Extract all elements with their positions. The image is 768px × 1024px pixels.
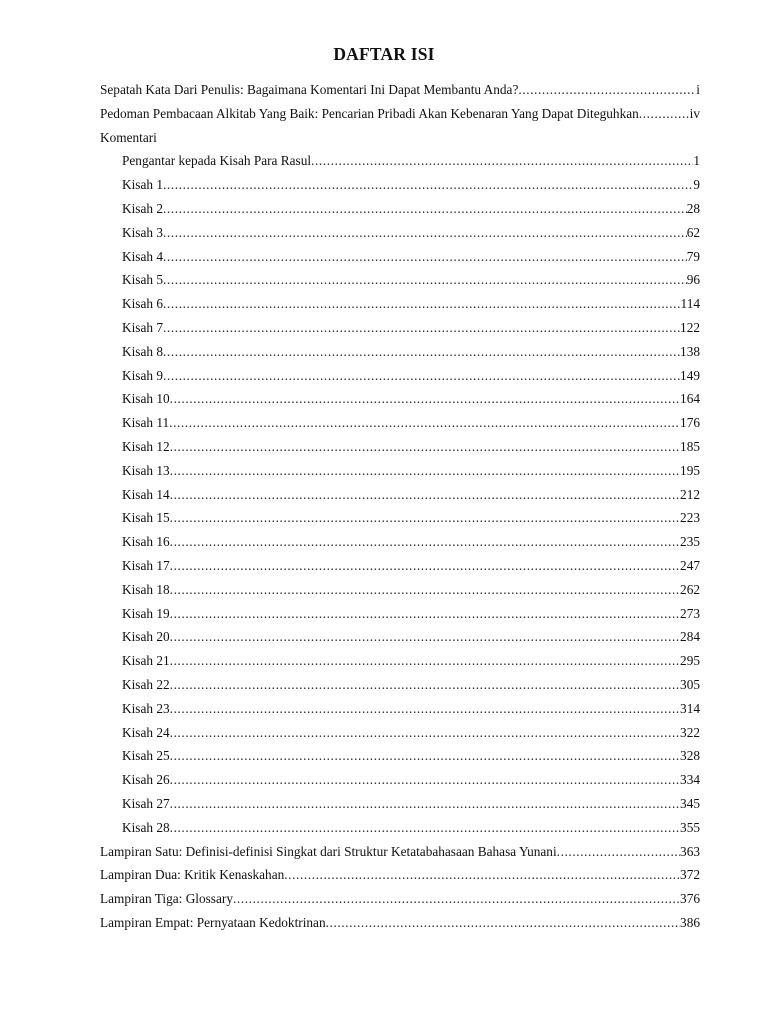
dot-leader — [311, 149, 693, 173]
toc-entry-page-number: 223 — [680, 510, 700, 526]
dot-leader — [169, 411, 680, 435]
toc-entry-page-number: 195 — [680, 462, 700, 478]
toc-entry-label: Kisah 9 — [122, 367, 163, 383]
toc-entry-page-number: 9 — [693, 177, 700, 193]
toc-entry-label: Pengantar kepada Kisah Para Rasul — [122, 153, 312, 169]
toc-entry — [100, 173, 700, 197]
toc-entry-page-number: 138 — [680, 343, 700, 359]
toc-entry — [100, 554, 700, 578]
toc-entry-page-number: iv — [689, 105, 700, 121]
dot-leader — [170, 530, 680, 554]
toc-entry — [100, 816, 700, 840]
dot-leader — [170, 721, 680, 745]
toc-entry — [100, 364, 700, 388]
toc-entry-page-number: 363 — [680, 843, 700, 859]
dot-leader — [163, 245, 687, 269]
toc-entry — [100, 673, 700, 697]
toc-entry-page-number: 212 — [680, 486, 700, 502]
dot-leader — [163, 364, 680, 388]
toc-entry-page-number: 96 — [686, 272, 700, 288]
dot-leader — [170, 816, 680, 840]
toc-entry — [100, 149, 700, 173]
toc-entry-page-number: 372 — [680, 867, 700, 883]
toc-entry-page-number: 328 — [680, 748, 700, 764]
toc-entry-page-number: 314 — [680, 700, 700, 716]
dot-leader — [170, 697, 680, 721]
toc-entry-page-number: 305 — [680, 676, 700, 692]
toc-entry-label: Kisah 18 — [122, 581, 170, 597]
toc-entry-label: Sepatah Kata Dari Penulis: Bagaimana Komentari Ini Dapat Membantu Anda? — [100, 82, 519, 97]
toc-section-heading — [100, 126, 700, 150]
toc-entry-page-number: 176 — [680, 415, 700, 431]
toc-entry-page-number: 355 — [680, 819, 700, 835]
table-of-contents — [100, 78, 700, 935]
dot-leader — [557, 840, 680, 864]
toc-entry-label: Kisah 12 — [122, 438, 170, 454]
toc-entry-label: Kisah 13 — [122, 462, 170, 478]
toc-entry — [100, 316, 700, 340]
toc-entry — [100, 435, 700, 459]
dot-leader — [170, 792, 680, 816]
toc-entry-label: Pedoman Pembacaan Alkitab Yang Baik: Pencarian Pribadi Akan Kebenaran Yang Dapat Diteguhkan — [100, 105, 639, 121]
toc-entry-page-number: i — [696, 82, 700, 97]
toc-entry-page-number: 386 — [680, 914, 700, 930]
dot-leader — [163, 268, 687, 292]
dot-leader — [163, 173, 693, 197]
page-title: DAFTAR ISI — [333, 44, 435, 64]
toc-entry — [100, 292, 700, 316]
toc-entry-page-number: 262 — [680, 581, 700, 597]
toc-entry — [100, 697, 700, 721]
toc-entry-page-number: 62 — [686, 224, 700, 240]
toc-entry-page-number: 334 — [680, 772, 700, 788]
toc-entry — [100, 530, 700, 554]
toc-entry-page-number: 376 — [680, 891, 700, 907]
toc-entry — [100, 268, 700, 292]
toc-entry — [100, 649, 700, 673]
toc-entry-label: Kisah 17 — [122, 557, 170, 573]
toc-entry-page-number: 122 — [680, 319, 700, 335]
toc-entry-label: Kisah 21 — [122, 653, 170, 669]
toc-entry — [100, 863, 700, 887]
toc-entry-label: Kisah 7 — [122, 319, 163, 335]
toc-entry-label: Kisah 15 — [122, 510, 170, 526]
toc-entry-label: Kisah 20 — [122, 629, 170, 645]
dot-leader — [284, 863, 680, 887]
dot-leader — [170, 673, 680, 697]
dot-leader — [163, 340, 680, 364]
toc-entry — [100, 840, 700, 864]
toc-entry-label: Kisah 11 — [122, 415, 170, 431]
toc-entry — [100, 887, 700, 911]
toc-entry-label: Kisah 4 — [122, 248, 163, 264]
dot-leader — [170, 483, 680, 507]
toc-entry-label: Komentari — [100, 129, 157, 145]
toc-entry-label: Kisah 23 — [122, 700, 170, 716]
dot-leader — [163, 197, 687, 221]
toc-entry-label: Kisah 1 — [122, 177, 163, 193]
toc-entry-page-number: 149 — [680, 367, 700, 383]
toc-entry-label: Kisah 14 — [122, 486, 170, 502]
dot-leader — [170, 602, 680, 626]
toc-entry — [100, 387, 700, 411]
toc-entry-page-number: 284 — [680, 629, 700, 645]
toc-entry — [100, 340, 700, 364]
toc-entry-label: Kisah 19 — [122, 605, 170, 621]
toc-entry — [100, 506, 700, 530]
toc-entry — [100, 78, 700, 102]
dot-leader — [170, 649, 680, 673]
toc-entry — [100, 459, 700, 483]
toc-entry-label: Kisah 24 — [122, 724, 170, 740]
toc-entry — [100, 483, 700, 507]
toc-entry — [100, 721, 700, 745]
dot-leader — [639, 102, 690, 126]
dot-leader — [170, 554, 680, 578]
dot-leader — [170, 459, 680, 483]
dot-leader — [233, 887, 680, 911]
toc-entry-page-number: 273 — [680, 605, 700, 621]
toc-entry-page-number: 295 — [680, 653, 700, 669]
dot-leader — [170, 435, 680, 459]
toc-entry-label: Kisah 25 — [122, 748, 170, 764]
toc-entry — [100, 744, 700, 768]
dot-leader — [170, 744, 680, 768]
toc-entry-page-number: 79 — [686, 248, 700, 264]
toc-entry-label: Lampiran Empat: Pernyataan Kedoktrinan — [100, 914, 326, 930]
toc-entry-label: Kisah 10 — [122, 391, 170, 407]
toc-entry-label: Lampiran Satu: Definisi-definisi Singkat dari Struktur Ketatabahasaan Bahasa Yunani — [100, 843, 557, 859]
dot-leader — [170, 387, 680, 411]
toc-entry — [100, 197, 700, 221]
dot-leader — [170, 625, 680, 649]
toc-entry-page-number: 185 — [680, 438, 700, 454]
toc-entry-page-number: 345 — [680, 795, 700, 811]
toc-entry-label: Kisah 8 — [122, 343, 163, 359]
toc-entry — [100, 102, 700, 126]
dot-leader — [170, 578, 680, 602]
toc-entry-label: Lampiran Dua: Kritik Kenaskahan — [100, 867, 285, 883]
toc-entry-label: Lampiran Tiga: Glossary — [100, 891, 233, 907]
dot-leader — [163, 292, 681, 316]
toc-entry — [100, 578, 700, 602]
toc-entry-page-number: 235 — [680, 534, 700, 550]
toc-entry-label: Kisah 2 — [122, 200, 163, 216]
toc-entry — [100, 768, 700, 792]
dot-leader — [163, 221, 687, 245]
toc-entry — [100, 245, 700, 269]
dot-leader — [326, 911, 680, 935]
toc-entry-label: Kisah 3 — [122, 224, 163, 240]
dot-leader — [170, 506, 680, 530]
toc-entry-page-number: 1 — [693, 153, 700, 169]
dot-leader — [518, 78, 696, 102]
toc-entry-page-number: 247 — [680, 557, 700, 573]
toc-entry — [100, 602, 700, 626]
toc-entry — [100, 625, 700, 649]
toc-entry — [100, 411, 700, 435]
toc-entry-page-number: 28 — [686, 200, 700, 216]
toc-entry — [100, 911, 700, 935]
toc-entry-label: Kisah 6 — [122, 296, 163, 312]
toc-entry-label: Kisah 26 — [122, 772, 170, 788]
toc-entry-page-number: 114 — [680, 296, 700, 312]
toc-entry-label: Kisah 16 — [122, 534, 170, 550]
toc-entry-label: Kisah 5 — [122, 272, 163, 288]
toc-entry-page-number: 322 — [680, 724, 700, 740]
dot-leader — [170, 768, 680, 792]
toc-entry-page-number: 164 — [680, 391, 700, 407]
toc-entry-label: Kisah 27 — [122, 795, 170, 811]
toc-entry — [100, 221, 700, 245]
dot-leader — [163, 316, 680, 340]
toc-entry — [100, 792, 700, 816]
toc-entry-label: Kisah 22 — [122, 676, 170, 692]
toc-entry-label: Kisah 28 — [122, 819, 170, 835]
